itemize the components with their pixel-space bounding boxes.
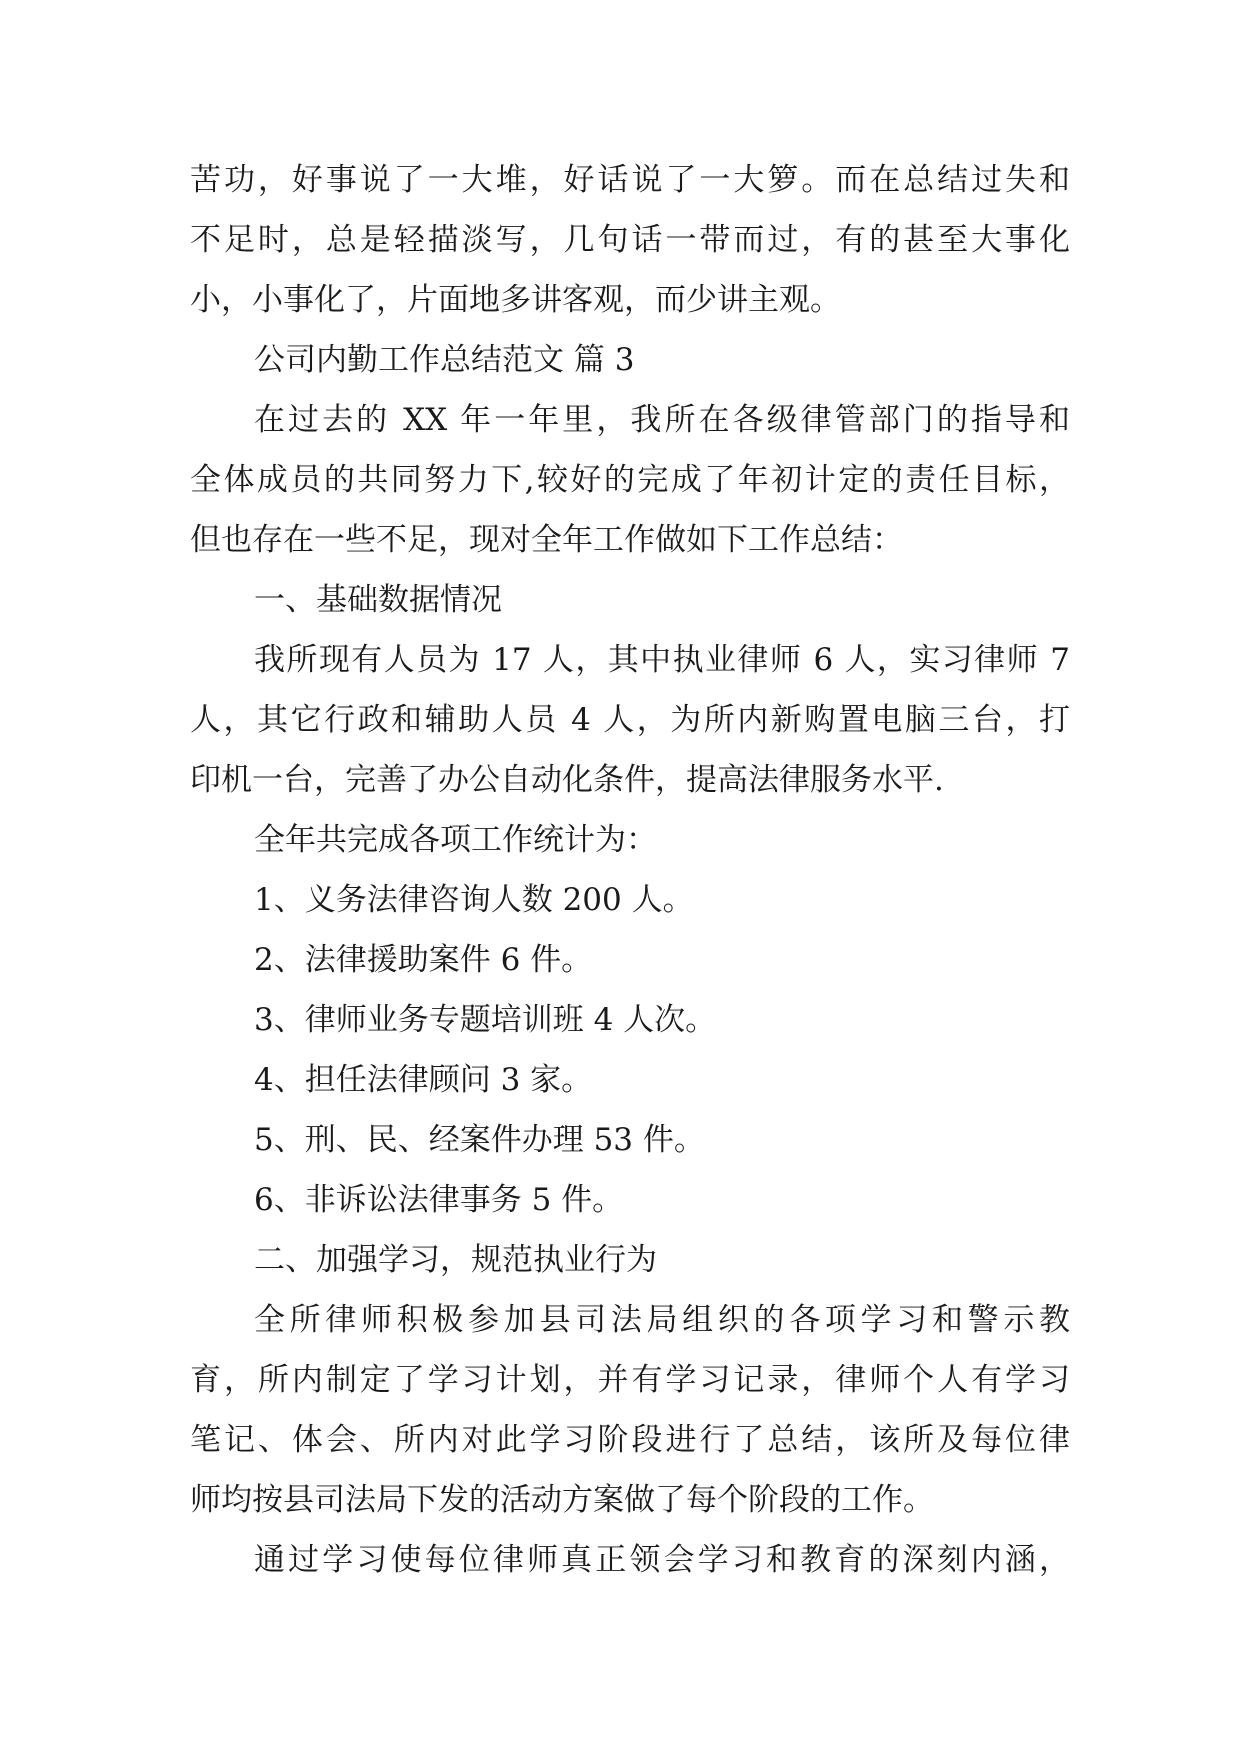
list-item: 4、担任法律顾问 3 家。 [254, 1062, 593, 1098]
text-line: 小，小事化了，片面地多讲客观，而少讲主观。 [190, 282, 841, 318]
text-line: 印机一台，完善了办公自动化条件，提高法律服务水平. [190, 762, 944, 798]
section-heading: 一、基础数据情况 [254, 582, 502, 618]
section-title: 公司内勤工作总结范文 篇 3 [254, 342, 635, 378]
text-line: 通过学习使每位律师真正领会学习和教育的深刻内涵， [254, 1542, 1070, 1578]
text-line: 苦功，好事说了一大堆，好话说了一大箩。而在总结过失和 [190, 162, 1070, 198]
list-item: 3、律师业务专题培训班 4 人次。 [254, 1002, 717, 1038]
text-line: 全年共完成各项工作统计为： [254, 822, 657, 858]
text-line: 全体成员的共同努力下,较好的完成了年初计定的责任目标， [190, 462, 1070, 498]
list-item: 1、义务法律咨询人数 200 人。 [254, 882, 694, 918]
text-line: 我所现有人员为 17 人，其中执业律师 6 人，实习律师 7 [254, 642, 1070, 678]
text-line: 师均按县司法局下发的活动方案做了每个阶段的工作。 [190, 1482, 934, 1518]
text-line: 在过去的 XX 年一年里，我所在各级律管部门的指导和 [254, 402, 1070, 438]
text-line: 笔记、体会、所内对此学习阶段进行了总结，该所及每位律 [190, 1422, 1070, 1458]
text-line: 但也存在一些不足，现对全年工作做如下工作总结： [190, 522, 903, 558]
list-item: 5、刑、民、经案件办理 53 件。 [254, 1122, 705, 1158]
text-line: 育，所内制定了学习计划，并有学习记录，律师个人有学习 [190, 1362, 1070, 1398]
text-line: 不足时，总是轻描淡写，几句话一带而过，有的甚至大事化 [190, 222, 1070, 258]
list-item: 6、非诉讼法律事务 5 件。 [254, 1182, 624, 1218]
section-heading: 二、加强学习，规范执业行为 [254, 1242, 657, 1278]
text-line: 全所律师积极参加县司法局组织的各项学习和警示教 [254, 1302, 1070, 1338]
document-body [190, 150, 1070, 1590]
text-line: 人，其它行政和辅助人员 4 人，为所内新购置电脑三台，打 [190, 702, 1070, 738]
list-item: 2、法律援助案件 6 件。 [254, 942, 593, 978]
